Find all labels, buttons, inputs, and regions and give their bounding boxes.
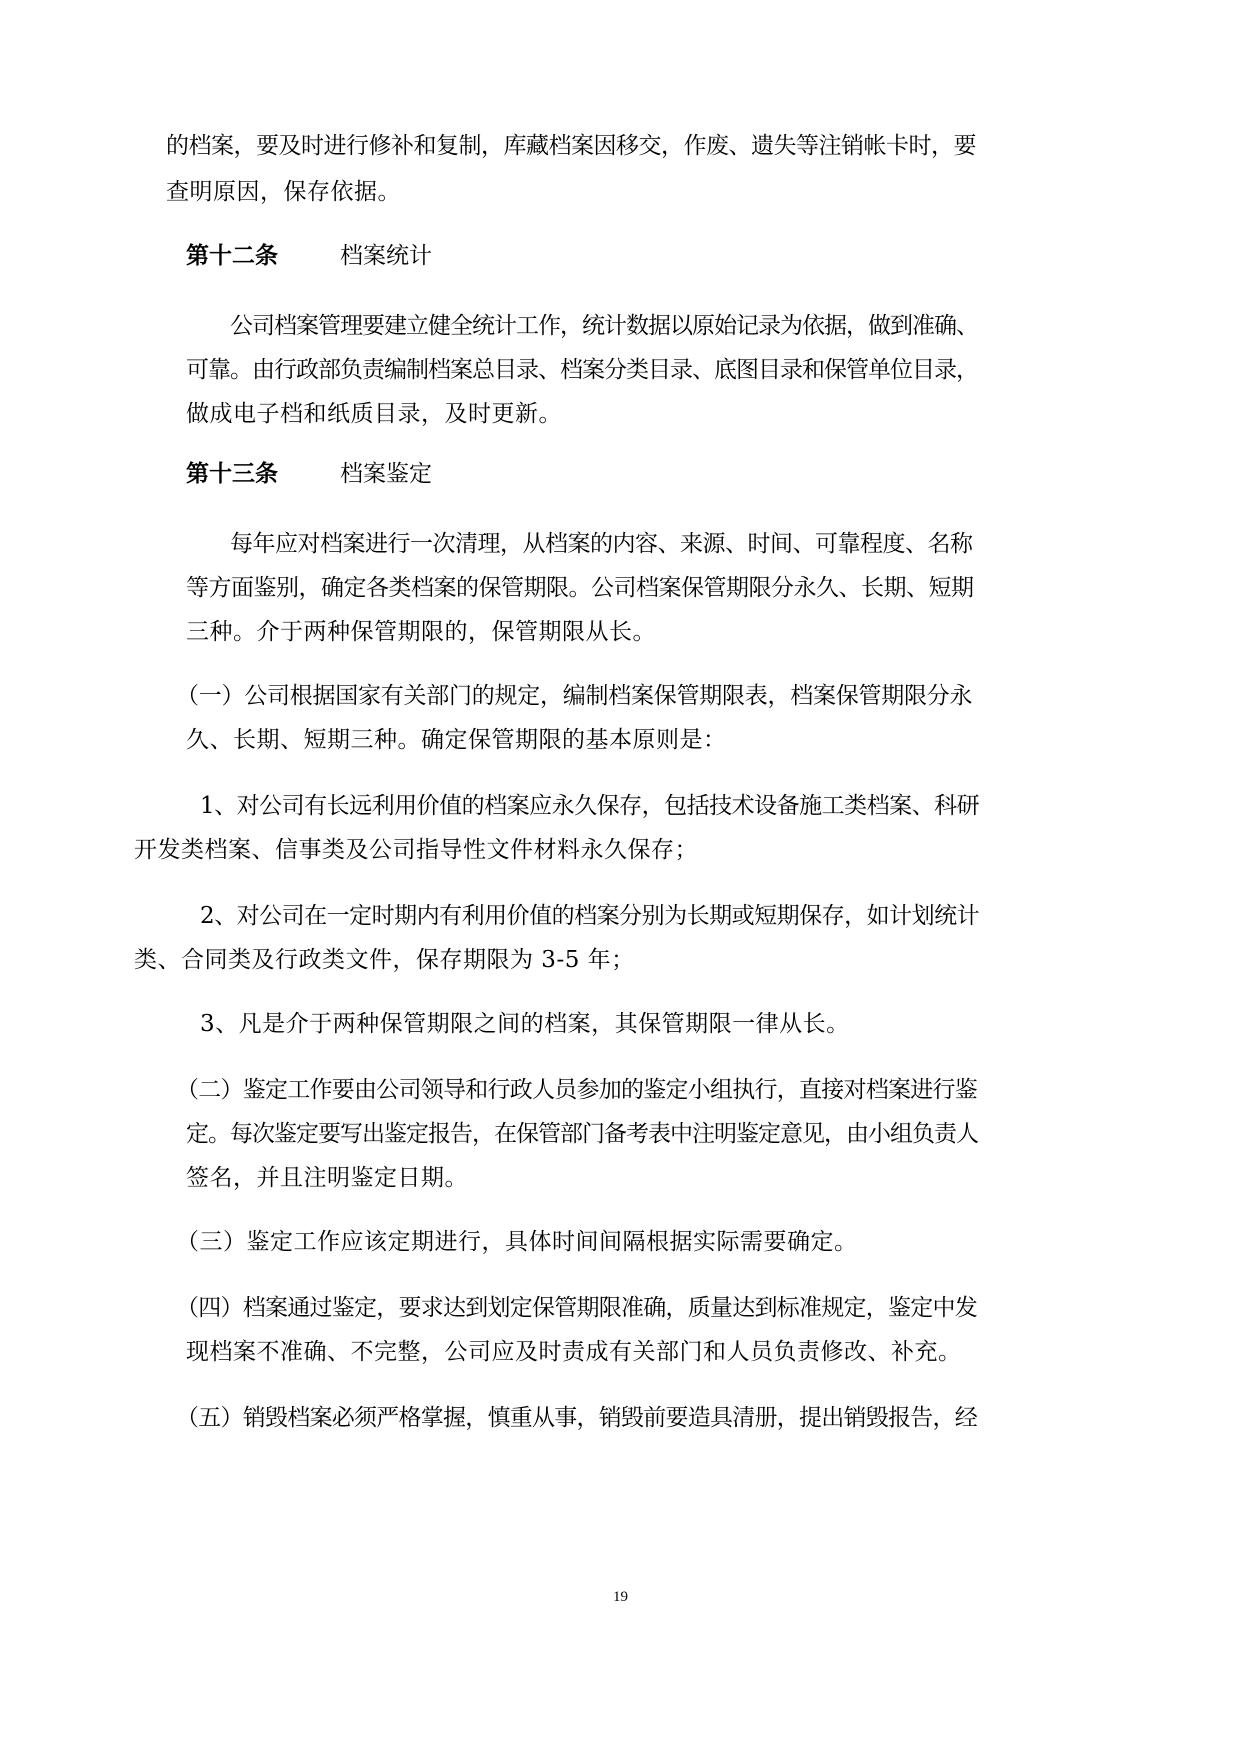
item-2-line-1: （二）鉴定工作要由公司领导和行政人员参加的鉴定小组执行，直接对档案进行鉴	[176, 1077, 977, 1103]
item-4-line-1: （四）档案通过鉴定，要求达到划定保管期限准确，质量达到标准规定，鉴定中发	[176, 1295, 977, 1321]
item-3-line-1: （三）鉴定工作应该定期进行，具体时间间隔根据实际需要确定。	[176, 1229, 858, 1255]
item-1-line-2: 久、长期、短期三种。确定保管期限的基本原则是：	[186, 727, 727, 753]
item-4-line-2: 现档案不准确、不完整，公司应及时责成有关部门和人员负责修改、补充。	[186, 1339, 962, 1365]
para-article-12-line-3: 做成电子档和纸质目录，及时更新。	[186, 401, 562, 427]
para-article-12-line-2: 可靠。由行政部负责编制档案总目录、档案分类目录、底图目录和保管单位目录，	[186, 357, 978, 383]
subitem-3-line-1: 3、凡是介于两种保管期限之间的档案，其保管期限一律从长。	[200, 1011, 850, 1037]
subitem-2-line-1: 2、对公司在一定时期内有利用价值的档案分别为长期或短期保存，如计划统计	[200, 903, 980, 929]
subitem-1-line-1: 1、对公司有长远利用价值的档案应永久保存，包括技术设备施工类档案、科研	[200, 793, 980, 819]
subitem-2-line-2: 类、合同类及行政类文件，保存期限为 3-5 年；	[134, 947, 635, 973]
item-1-line-1: （一）公司根据国家有关部门的规定，编制档案保管期限表，档案保管期限分永	[176, 683, 973, 709]
para-continuation-line-1: 的档案，要及时进行修补和复制，库藏档案因移交，作废、遗失等注销帐卡时，要	[166, 133, 976, 159]
para-article-13-line-2: 等方面鉴别，确定各类档案的保管期限。公司档案保管期限分永久、长期、短期	[186, 575, 974, 601]
subitem-1-line-2: 开发类档案、信事类及公司指导性文件材料永久保存；	[134, 837, 698, 863]
article-12-title: 档案统计	[340, 243, 432, 269]
item-2-line-3: 签名，并且注明鉴定日期。	[186, 1165, 468, 1191]
para-continuation-line-2: 查明原因，保存依据。	[166, 179, 401, 205]
page-number: 19	[613, 1589, 628, 1605]
para-article-13-line-3: 三种。介于两种保管期限的，保管期限从长。	[186, 619, 656, 645]
article-12-number: 第十二条	[186, 242, 278, 269]
article-13-number: 第十三条	[186, 460, 278, 487]
item-2-line-2: 定。每次鉴定要写出鉴定报告，在保管部门备考表中注明鉴定意见，由小组负责人	[186, 1121, 978, 1147]
para-article-13-line-1: 每年应对档案进行一次清理，从档案的内容、来源、时间、可靠程度、名称	[230, 531, 973, 557]
article-13-title: 档案鉴定	[340, 461, 432, 487]
para-article-12-line-1: 公司档案管理要建立健全统计工作，统计数据以原始记录为依据，做到准确、	[230, 313, 978, 339]
item-5-line-1: （五）销毁档案必须严格掌握，慎重从事，销毁前要造具清册，提出销毁报告，经	[176, 1405, 977, 1431]
